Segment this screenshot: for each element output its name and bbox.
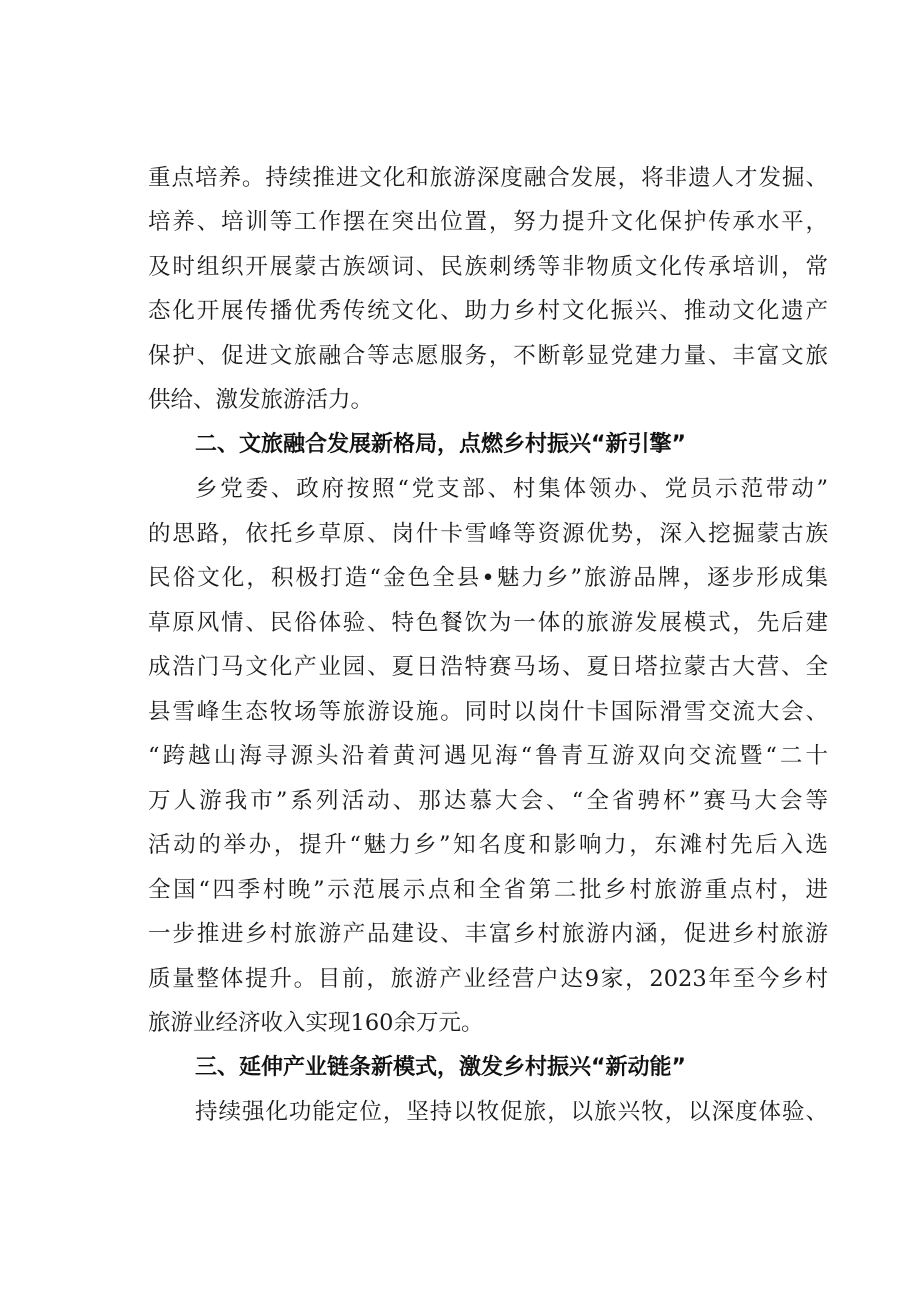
- paragraph-2-line-1: 乡党委、政府按照“党支部、村集体领办、党员示范带动”: [195, 476, 828, 502]
- paragraph-2-line-11: 一步推进乡村旅游产品建设、丰富乡村旅游内涵，促进乡村旅游: [148, 921, 828, 947]
- paragraph-1-line-1: 重点培养。持续推进文化和旅游深度融合发展，将非遗人才发掘、: [148, 165, 828, 191]
- paragraph-2-line-4: 草原风情、民俗体验、特色餐饮为一体的旅游发展模式，先后建: [148, 610, 828, 636]
- paragraph-1-line-5: 保护、促进文旅融合等志愿服务，不断彰显党建力量、丰富文旅: [148, 343, 828, 369]
- paragraph-2-line-10: 全国“四季村晚”示范展示点和全省第二批乡村旅游重点村，进: [148, 877, 828, 903]
- paragraph-1-line-6: 供给、激发旅游活力。: [148, 387, 374, 413]
- paragraph-2-line-9: 活动的举办，提升“魅力乡”知名度和影响力，东滩村先后入选: [148, 832, 828, 858]
- paragraph-3-line-1: 持续强化功能定位，坚持以牧促旅，以旅兴牧，以深度体验、: [195, 1099, 828, 1125]
- section-heading-3: 三、延伸产业链条新模式，激发乡村振兴“新动能”: [195, 1055, 686, 1080]
- paragraph-1-line-4: 态化开展传播优秀传统文化、助力乡村文化振兴、推动文化遗产: [148, 298, 828, 324]
- paragraph-2-line-2: 的思路，依托乡草原、岗什卡雪峰等资源优势，深入挖掘蒙古族: [148, 521, 828, 547]
- section-heading-2: 二、文旅融合发展新格局，点燃乡村振兴“新引擎”: [195, 432, 686, 457]
- paragraph-2-line-5: 成浩门马文化产业园、夏日浩特赛马场、夏日塔拉蒙古大营、全: [148, 654, 828, 680]
- paragraph-2-line-13: 旅游业经济收入实现160余万元。: [148, 1010, 484, 1036]
- paragraph-1-line-2: 培养、培训等工作摆在突出位置，努力提升文化保护传承水平，: [148, 209, 828, 235]
- paragraph-2-line-12: 质量整体提升。目前，旅游产业经营户达9家，2023年至今乡村: [148, 966, 828, 992]
- paragraph-2-line-8: 万人游我市”系列活动、那达慕大会、“全省骋杯”赛马大会等: [148, 788, 828, 814]
- paragraph-1-line-3: 及时组织开展蒙古族颂词、民族刺绣等非物质文化传承培训，常: [148, 254, 828, 280]
- paragraph-2-line-3: 民俗文化，积极打造“金色全县•魅力乡”旅游品牌，逐步形成集: [148, 565, 828, 591]
- paragraph-2-line-7: “跨越山海寻源头沿着黄河遇见海“鲁青互游双向交流暨“二十: [148, 743, 828, 769]
- paragraph-2-line-6: 县雪峰生态牧场等旅游设施。同时以岗什卡国际滑雪交流大会、: [148, 699, 828, 725]
